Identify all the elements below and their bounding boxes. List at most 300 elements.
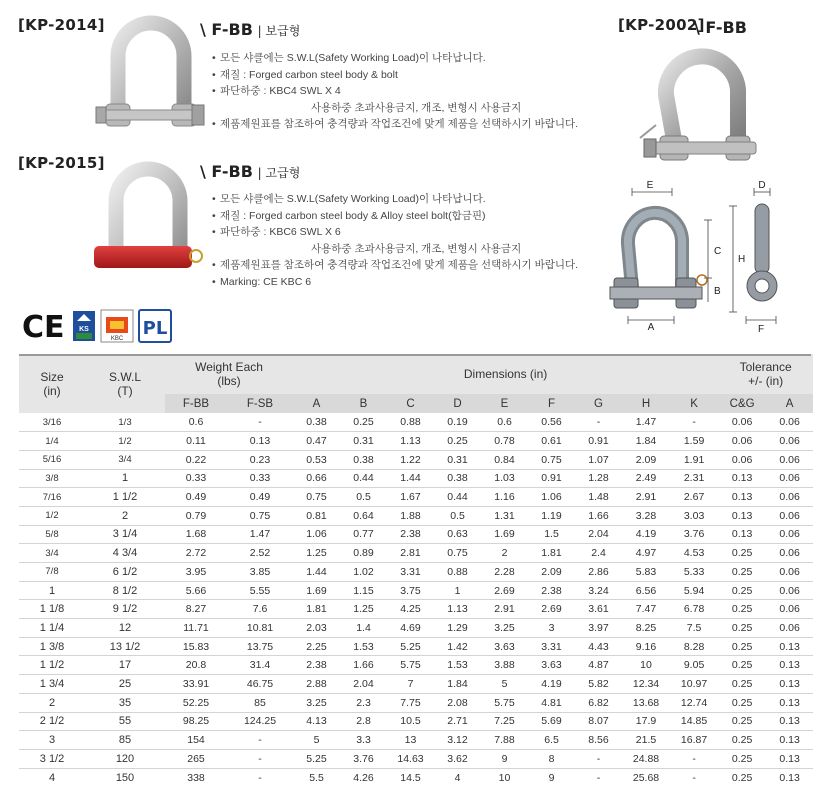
swl-cell: 17 <box>85 656 165 675</box>
table-cell: 1.59 <box>670 432 718 451</box>
table-cell: 0.06 <box>766 544 813 563</box>
table-cell: 0.33 <box>165 469 227 488</box>
table-cell: 0.06 <box>766 563 813 582</box>
table-cell: 1.66 <box>340 656 387 675</box>
table-cell: 7.47 <box>622 600 670 619</box>
swl-cell: 120 <box>85 749 165 768</box>
table-cell: 1.44 <box>387 469 434 488</box>
table-cell: 9 <box>481 749 528 768</box>
table-cell: 1.19 <box>528 506 575 525</box>
product-code-kp2014: [KP-2014] <box>18 16 105 34</box>
table-cell: 4.26 <box>353 771 374 784</box>
table-cell: 3.62 <box>434 749 481 768</box>
size-cell: 1 <box>19 581 85 600</box>
table-cell: 0.06 <box>718 432 766 451</box>
table-cell: 2.69 <box>528 600 575 619</box>
table-cell: 1.06 <box>293 525 340 544</box>
table-cell: 0.13 <box>227 432 293 451</box>
swl-cell: 9 1/2 <box>85 600 165 619</box>
table-cell: 6.5 <box>528 731 575 750</box>
table-cell: 20.8 <box>165 656 227 675</box>
table-cell: 2.31 <box>670 469 718 488</box>
table-cell: 1.16 <box>481 488 528 507</box>
table-cell: 1.68 <box>165 525 227 544</box>
table-cell: 5.69 <box>528 712 575 731</box>
table-cell: 5.94 <box>670 581 718 600</box>
list-item: • 모든 샤클에는 S.W.L(Safety Working Load)이 나타납니다. <box>212 52 486 64</box>
col-header-size: Size (in) <box>19 354 85 413</box>
table-cell: - <box>692 771 696 784</box>
list-item: 사용하중 초과사용금지, 개조, 변형시 사용금지 <box>311 101 522 114</box>
table-cell: 85 <box>227 693 293 712</box>
table-cell: - <box>575 413 622 432</box>
kbc-quality-icon <box>100 309 134 343</box>
table-row <box>19 488 813 507</box>
table-cell: 1.4 <box>340 619 387 638</box>
table-cell: 0.06 <box>766 413 813 432</box>
table-cell: 5.82 <box>575 675 622 694</box>
table-cell: 4.25 <box>387 600 434 619</box>
table-row <box>19 637 813 656</box>
table-cell: 4.81 <box>528 693 575 712</box>
table-cell: 0.88 <box>387 413 434 432</box>
table-cell: 14.63 <box>387 749 434 768</box>
table-cell: 8 <box>528 749 575 768</box>
size-cell: 1/4 <box>19 432 85 451</box>
table-cell: - <box>670 749 718 768</box>
table-cell: 0.25 <box>340 413 387 432</box>
product-title-kp2015: \ F-BB | 고급형 <box>200 162 301 181</box>
col-subheader: A <box>766 394 813 413</box>
diagram-label-a: A <box>647 322 655 333</box>
spec-list-kp2015 <box>212 191 578 290</box>
table-cell: 3.25 <box>293 693 340 712</box>
table-cell: 2.72 <box>165 544 227 563</box>
table-cell: 0.6 <box>165 413 227 432</box>
col-subheader: H <box>622 394 670 413</box>
table-cell: 0.31 <box>434 450 481 469</box>
spec-list-kp2014 <box>212 50 578 133</box>
size-cell: 1 3/8 <box>19 637 85 656</box>
table-cell: 124.25 <box>227 712 293 731</box>
table-cell: 5.33 <box>670 563 718 582</box>
table-row <box>19 544 813 563</box>
table-cell: 10.5 <box>387 712 434 731</box>
table-cell: 1.31 <box>481 506 528 525</box>
table-cell: - <box>575 749 622 768</box>
table-cell: 2.09 <box>528 563 575 582</box>
swl-cell: 1 <box>85 469 165 488</box>
table-cell: 0.25 <box>434 432 481 451</box>
ks-mark-icon <box>72 309 96 343</box>
table-cell: 0.13 <box>718 469 766 488</box>
product-code-kp2015: [KP-2015] <box>18 154 105 172</box>
swl-cell: 3 1/4 <box>85 525 165 544</box>
diagram-label-kbc: KBC <box>648 221 664 228</box>
table-cell: 0.13 <box>779 771 800 784</box>
product-title-kp2002: \ F-BB <box>694 18 747 37</box>
table-cell: 13 <box>387 731 434 750</box>
col-subheader: C <box>387 394 434 413</box>
table-cell: 5.25 <box>387 637 434 656</box>
table-cell: 0.75 <box>227 506 293 525</box>
table-cell: 0.44 <box>434 488 481 507</box>
table-cell: 0.38 <box>434 469 481 488</box>
table-cell: 0.31 <box>340 432 387 451</box>
table-cell: 0.06 <box>766 619 813 638</box>
table-cell: 1.69 <box>481 525 528 544</box>
table-cell: 0.78 <box>481 432 528 451</box>
table-cell: 3.76 <box>340 749 387 768</box>
table-cell: 0.25 <box>718 675 766 694</box>
table-cell: 0.84 <box>481 450 528 469</box>
size-cell: 1/2 <box>19 506 85 525</box>
table-cell: 0.44 <box>340 469 387 488</box>
table-cell: 2.25 <box>293 637 340 656</box>
pl-mark-icon <box>138 309 172 343</box>
table-row <box>19 675 813 694</box>
table-cell: 31.4 <box>227 656 293 675</box>
list-item: • Marking: CE KBC 6 <box>212 275 312 288</box>
table-cell: 10.97 <box>670 675 718 694</box>
table-row <box>19 656 813 675</box>
table-row <box>19 432 813 451</box>
table-cell: 0.13 <box>766 656 813 675</box>
table-cell: 2.38 <box>528 581 575 600</box>
table-cell: 6.56 <box>622 581 670 600</box>
list-item: • 제품제원표를 참조하여 충격량과 작업조건에 맞게 제품을 선택하시기 바랍니다. <box>212 118 579 130</box>
swl-cell: 3/4 <box>85 450 165 469</box>
list-item: 사용하중 초과사용금지, 개조, 변형시 사용금지 <box>311 242 522 255</box>
list-item: • 파단하중 : KBC6 SWL X 6 <box>212 226 341 238</box>
table-cell: 1.66 <box>575 506 622 525</box>
table-cell: 0.06 <box>766 488 813 507</box>
table-cell: - <box>258 771 262 784</box>
table-cell: 1.69 <box>293 581 340 600</box>
table-cell: 0.06 <box>766 600 813 619</box>
table-cell: 4.87 <box>575 656 622 675</box>
table-cell: 1.88 <box>387 506 434 525</box>
table-cell: 5.25 <box>293 749 340 768</box>
size-cell: 7/16 <box>19 488 85 507</box>
col-subheader: A <box>293 394 340 413</box>
col-subheader: E <box>481 394 528 413</box>
table-cell: 2.09 <box>622 450 670 469</box>
table-cell: 3.61 <box>575 600 622 619</box>
table-cell: 1.91 <box>670 450 718 469</box>
table-cell: 1.84 <box>434 675 481 694</box>
table-cell: 7.6 <box>227 600 293 619</box>
table-cell: 1.42 <box>434 637 481 656</box>
table-cell: 2.3 <box>340 693 387 712</box>
table-cell: 0.25 <box>731 771 753 784</box>
diagram-label-h: H <box>738 254 746 265</box>
table-cell: 1.48 <box>575 488 622 507</box>
table-cell: 0.06 <box>766 450 813 469</box>
col-subheader: F-BB <box>165 394 227 413</box>
table-cell: 0.88 <box>434 563 481 582</box>
table-cell: 0.49 <box>165 488 227 507</box>
table-cell: 12.34 <box>622 675 670 694</box>
size-cell: 1 1/4 <box>19 619 85 638</box>
table-cell: 0.13 <box>766 675 813 694</box>
table-cell: 52.25 <box>165 693 227 712</box>
table-row <box>19 619 813 638</box>
col-header-tolerance: Tolerance +/- (in) <box>718 354 813 394</box>
list-item: • 재질 : Forged carbon steel body & bolt <box>212 68 398 81</box>
table-cell: 0.13 <box>766 731 813 750</box>
table-cell: 4.97 <box>622 544 670 563</box>
svg-text:KS: KS <box>79 326 89 333</box>
table-cell: 0.13 <box>766 712 813 731</box>
size-cell: 5/16 <box>19 450 85 469</box>
table-cell: 5.66 <box>165 581 227 600</box>
table-cell: 1.03 <box>481 469 528 488</box>
diagram-label-f: F <box>757 324 765 335</box>
table-row <box>19 749 813 768</box>
table-cell: 0.75 <box>293 488 340 507</box>
table-cell: 1.47 <box>227 525 293 544</box>
table-cell: 0.5 <box>434 506 481 525</box>
col-subheader: G <box>575 394 622 413</box>
table-cell: 0.25 <box>718 731 766 750</box>
table-cell: 0.25 <box>718 619 766 638</box>
table-cell: 6.82 <box>575 693 622 712</box>
table-body <box>19 413 813 787</box>
table-cell: 9 <box>548 771 555 784</box>
col-header-swl: S.W.L (T) <box>85 354 165 413</box>
table-cell: 10 <box>622 656 670 675</box>
swl-cell: 6 1/2 <box>85 563 165 582</box>
table-cell: 12.74 <box>670 693 718 712</box>
table-cell: 2.8 <box>340 712 387 731</box>
table-cell: 0.49 <box>227 488 293 507</box>
table-row <box>19 600 813 619</box>
table-cell: 2.52 <box>227 544 293 563</box>
table-cell: 0.06 <box>766 506 813 525</box>
table-cell: 3.28 <box>622 506 670 525</box>
table-cell: 7 <box>387 675 434 694</box>
swl-cell: 12 <box>85 619 165 638</box>
table-cell: 7.75 <box>387 693 434 712</box>
table-cell: 0.25 <box>718 544 766 563</box>
table-cell: 8.56 <box>575 731 622 750</box>
size-cell: 3 1/2 <box>19 749 85 768</box>
size-cell: 3/4 <box>19 544 85 563</box>
table-cell: 1.06 <box>528 488 575 507</box>
diagram-label-d: D <box>758 180 766 191</box>
table-cell: 2.88 <box>293 675 340 694</box>
table-cell: 0.23 <box>227 450 293 469</box>
size-cell: 1 1/2 <box>19 656 85 675</box>
table-cell: 0.06 <box>766 469 813 488</box>
swl-cell: 13 1/2 <box>85 637 165 656</box>
table-cell: 5.75 <box>387 656 434 675</box>
list-item: • 파단하중 : KBC4 SWL X 4 <box>212 85 341 97</box>
table-cell: 7.5 <box>670 619 718 638</box>
spec-table <box>19 354 811 787</box>
table-cell: - <box>227 413 293 432</box>
product-code-kp2002: [KP-2002] <box>618 16 705 34</box>
table-cell: - <box>227 749 293 768</box>
table-cell: 1.53 <box>434 656 481 675</box>
table-cell: 2.38 <box>293 656 340 675</box>
table-cell: 2.49 <box>622 469 670 488</box>
table-cell: 0.33 <box>227 469 293 488</box>
table-cell: 4 <box>454 771 461 784</box>
table-row <box>19 693 813 712</box>
table-cell: 1.47 <box>622 413 670 432</box>
svg-text:CE: CE <box>22 310 65 345</box>
table-cell: 0.79 <box>165 506 227 525</box>
size-cell: 7/8 <box>19 563 85 582</box>
table-cell: 0.5 <box>340 488 387 507</box>
table-cell: 1.25 <box>293 544 340 563</box>
table-cell: 3.25 <box>481 619 528 638</box>
table-cell: 3.12 <box>434 731 481 750</box>
table-cell: 0.25 <box>718 656 766 675</box>
col-subheader: C&G <box>718 394 766 413</box>
table-cell: 8.25 <box>622 619 670 638</box>
table-row <box>19 563 813 582</box>
col-subheader: F-SB <box>227 394 293 413</box>
table-cell: 1.28 <box>575 469 622 488</box>
table-cell: 1.15 <box>340 581 387 600</box>
table-cell: 3.97 <box>575 619 622 638</box>
table-cell: 0.06 <box>718 413 766 432</box>
table-cell: 3.03 <box>670 506 718 525</box>
table-cell: 0.25 <box>718 581 766 600</box>
table-cell: 7.88 <box>481 731 528 750</box>
table-cell: - <box>596 771 601 784</box>
size-cell: 2 1/2 <box>19 712 85 731</box>
table-cell: 14.85 <box>670 712 718 731</box>
table-row <box>19 469 813 488</box>
table-cell: 0.25 <box>718 600 766 619</box>
table-cell: 1.67 <box>387 488 434 507</box>
table-cell: 4.69 <box>387 619 434 638</box>
table-row <box>19 506 813 525</box>
table-cell: 0.22 <box>165 450 227 469</box>
table-cell: 0.13 <box>718 506 766 525</box>
swl-cell: 55 <box>85 712 165 731</box>
table-cell: 0.13 <box>766 637 813 656</box>
table-cell: 2.86 <box>575 563 622 582</box>
table-row <box>19 731 813 750</box>
table-cell: 1.25 <box>340 600 387 619</box>
table-cell: 0.61 <box>528 432 575 451</box>
swl-cell: 2 <box>85 506 165 525</box>
table-cell: 11.71 <box>165 619 227 638</box>
table-cell: 7.25 <box>481 712 528 731</box>
list-item: • 제품제원표를 참조하여 충격량과 작업조건에 맞게 제품을 선택하시기 바랍니다. <box>212 259 579 271</box>
col-subheader: F <box>528 394 575 413</box>
table-cell: 1.81 <box>528 544 575 563</box>
dimension-diagram <box>598 178 798 343</box>
diagram-label-e: E <box>646 180 654 191</box>
table-cell: 0.25 <box>718 563 766 582</box>
table-cell: 4.43 <box>575 637 622 656</box>
table-row <box>19 768 813 787</box>
size-cell: 2 <box>19 693 85 712</box>
table-cell: 9.16 <box>622 637 670 656</box>
swl-cell: 85 <box>85 731 165 750</box>
table-cell: 3.63 <box>528 656 575 675</box>
swl-cell: 1/2 <box>85 432 165 451</box>
table-cell: 1.02 <box>340 563 387 582</box>
swl-cell: 25 <box>85 675 165 694</box>
swl-cell: 150 <box>115 771 135 784</box>
table-cell: 24.88 <box>622 749 670 768</box>
table-cell: 0.38 <box>340 450 387 469</box>
table-cell: 0.47 <box>293 432 340 451</box>
table-cell: 0.91 <box>575 432 622 451</box>
table-cell: 1.84 <box>622 432 670 451</box>
certification-logos <box>22 309 172 343</box>
table-cell: 1.13 <box>434 600 481 619</box>
table-cell: 0.75 <box>434 544 481 563</box>
table-cell: 2.04 <box>575 525 622 544</box>
table-cell: 3.24 <box>575 581 622 600</box>
table-cell: 0.13 <box>766 749 813 768</box>
table-row <box>19 413 813 432</box>
table-cell: 2.28 <box>481 563 528 582</box>
table-cell: 5.5 <box>309 771 324 784</box>
table-cell: 13.68 <box>622 693 670 712</box>
table-cell: 3.75 <box>387 581 434 600</box>
table-cell: 6.78 <box>670 600 718 619</box>
table-cell: 2.67 <box>670 488 718 507</box>
table-cell: 3.95 <box>165 563 227 582</box>
table-cell: 2.4 <box>575 544 622 563</box>
table-cell: 0.06 <box>766 525 813 544</box>
table-cell: 2.04 <box>340 675 387 694</box>
table-cell: 1.13 <box>387 432 434 451</box>
table-cell: 1.07 <box>575 450 622 469</box>
table-cell: 16.87 <box>670 731 718 750</box>
table-cell: 3.31 <box>387 563 434 582</box>
table-cell: 2.03 <box>293 619 340 638</box>
table-cell: 14.5 <box>400 771 421 784</box>
table-cell: 0.81 <box>293 506 340 525</box>
diagram-label-b: B <box>714 286 721 297</box>
size-cell: 3/8 <box>19 469 85 488</box>
product-title-kp2014: \ F-BB | 보급형 <box>200 20 301 39</box>
col-header-dimensions: Dimensions (in) <box>293 354 718 394</box>
table-cell: 2 <box>481 544 528 563</box>
table-cell: 13.75 <box>227 637 293 656</box>
table-cell: 3.76 <box>670 525 718 544</box>
table-cell: - <box>227 731 293 750</box>
svg-text:KBC: KBC <box>110 336 124 342</box>
list-item: • 재질 : Forged carbon steel body & Alloy steel bolt(합금핀) <box>212 209 486 222</box>
table-cell: 98.25 <box>165 712 227 731</box>
table-cell: 2.38 <box>387 525 434 544</box>
table-cell: 3 <box>528 619 575 638</box>
table-cell: 46.75 <box>227 675 293 694</box>
shackle-photo-bolt-type <box>640 40 760 175</box>
table-cell: 0.25 <box>718 749 766 768</box>
table-cell: 5.83 <box>622 563 670 582</box>
table-cell: 3.31 <box>528 637 575 656</box>
table-cell: 4.53 <box>670 544 718 563</box>
col-subheader: B <box>340 394 387 413</box>
table-cell: 154 <box>165 731 227 750</box>
table-cell: 0.89 <box>340 544 387 563</box>
table-cell: 2.91 <box>481 600 528 619</box>
table-cell: 4.13 <box>293 712 340 731</box>
diagram-label-c: C <box>714 246 722 257</box>
